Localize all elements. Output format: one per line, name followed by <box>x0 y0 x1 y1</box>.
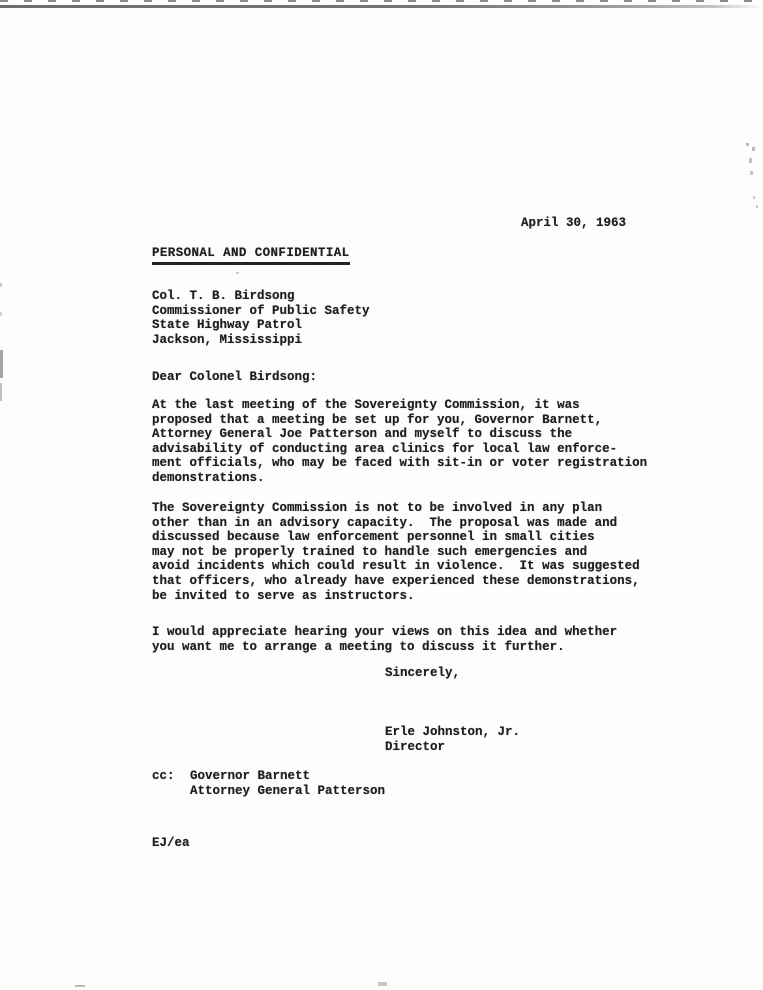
scan-speck <box>746 143 749 146</box>
signature-title: Director <box>385 739 446 754</box>
scan-speck <box>236 272 239 274</box>
body-line: At the last meeting of the Sovereignty Commission, it was <box>152 398 580 412</box>
scan-edge-dashes <box>0 0 763 2</box>
letter-date: April 30, 1963 <box>521 216 627 230</box>
cc-name: Governor Barnett <box>190 769 311 783</box>
scan-speck <box>0 312 2 316</box>
scan-speck <box>750 171 753 175</box>
body-line: discussed because law enforcement personnel in small cities <box>152 530 595 545</box>
scan-speck <box>0 383 2 401</box>
cc-label: cc: <box>152 769 175 783</box>
cc-block <box>152 769 385 798</box>
recipient-address <box>152 289 370 347</box>
cc-name: Attorney General Patterson <box>190 783 386 798</box>
body-line: Attorney General Joe Patterson and myself to discuss the <box>152 427 573 442</box>
body-line: I would appreciate hearing your views on this idea and whether <box>152 625 618 639</box>
classification-heading: PERSONAL AND CONFIDENTIAL <box>152 246 350 265</box>
scan-speck <box>75 985 85 987</box>
cc-names <box>190 769 385 798</box>
body-line: ment officials, who may be faced with sit-in or voter registration <box>152 456 648 471</box>
signature-name: Erle Johnston, Jr. <box>385 725 521 739</box>
scan-speck <box>756 205 758 208</box>
body-line: avoid incidents which could result in violence. It was suggested <box>152 559 640 574</box>
body-line: advisability of conducting area clinics for local law enforce- <box>152 441 618 456</box>
closing: Sincerely, <box>385 666 461 680</box>
scan-speck <box>752 147 755 151</box>
body-line: may not be properly trained to handle such emergencies and <box>152 544 588 559</box>
body-paragraph <box>152 398 647 486</box>
body-line: proposed that a meeting be set up for you, Governor Barnett, <box>152 412 603 427</box>
body-line: be invited to serve as instructors. <box>152 588 415 603</box>
scan-speck <box>0 350 3 378</box>
address-line: State Highway Patrol <box>152 318 303 333</box>
scan-speck <box>749 158 752 163</box>
scan-speck <box>753 196 755 199</box>
salutation: Dear Colonel Birdsong: <box>152 370 318 384</box>
body-line: other than in an advisory capacity. The proposal was made and <box>152 515 618 530</box>
scan-speck <box>0 283 2 287</box>
scan-edge-line <box>0 5 763 8</box>
body-line: you want me to arrange a meeting to discuss it further. <box>152 639 565 654</box>
signature-block <box>385 725 520 754</box>
classification-heading-wrap <box>152 246 350 265</box>
scan-speck <box>378 982 387 986</box>
body-line: demonstrations. <box>152 470 265 485</box>
address-line: Jackson, Mississippi <box>152 332 303 347</box>
address-line: Commissioner of Public Safety <box>152 303 370 318</box>
body-line: that officers, who already have experienced these demonstrations, <box>152 573 640 588</box>
body-paragraph <box>152 625 617 654</box>
typist-initials: EJ/ea <box>152 836 190 850</box>
address-line: Col. T. B. Birdsong <box>152 289 295 303</box>
body-line: The Sovereignty Commission is not to be involved in any plan <box>152 501 603 515</box>
body-paragraph <box>152 501 640 603</box>
